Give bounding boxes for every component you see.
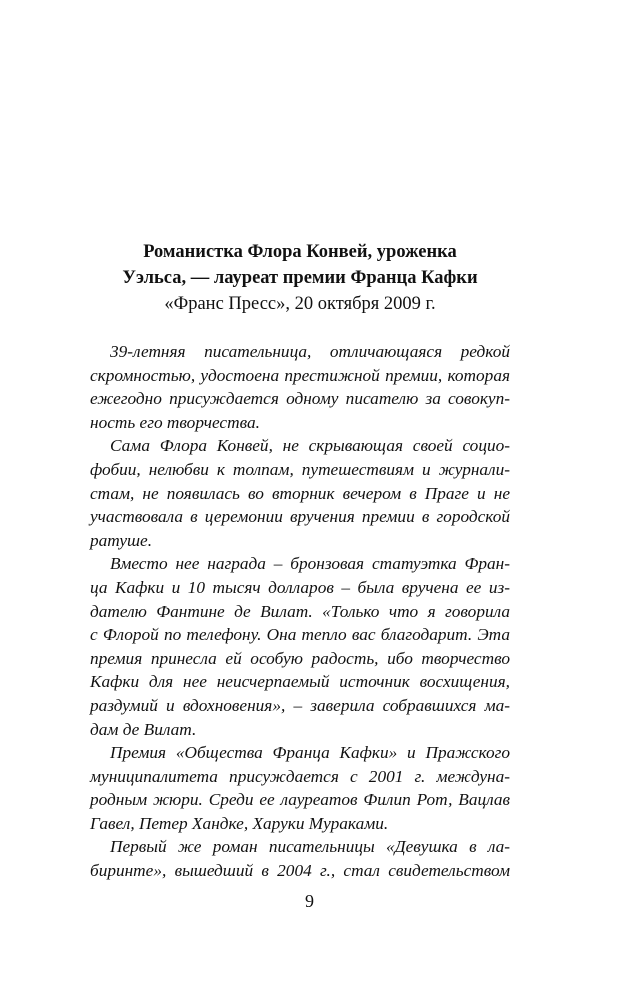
paragraph-line: ежегодно присуждается одному писателю за совокуп- — [90, 389, 510, 409]
paragraph-line: Первый же роман писательницы «Девушка в ла- — [110, 837, 510, 857]
paragraph-line: фобии, нелюбви к толпам, путешествиям и журнали- — [90, 459, 510, 479]
paragraph-line: Сама Флора Конвей, не скрывающая своей социо- — [110, 436, 510, 456]
paragraph-line: раздумий и вдохновения», – заверила собравшихся ма- — [90, 695, 510, 715]
paragraph-line: дам де Вилат. — [90, 719, 197, 739]
paragraph — [90, 434, 510, 552]
paragraph — [90, 741, 510, 835]
paragraph-line: родным жюри. Среди ее лауреатов Филип Рот, Вацлав — [90, 790, 510, 810]
paragraph-line: с Флорой по телефону. Она тепло вас благодарит. Эта — [90, 625, 510, 645]
paragraph-line: Премия «Общества Франца Кафки» и Пражского — [110, 743, 510, 763]
paragraph-line: участвовала в церемонии вручения премии в городской — [90, 507, 510, 527]
heading-title-line-2: Уэльса, — лауреат премии Франца Кафки — [122, 268, 478, 288]
paragraph-line: дателю Фантине де Вилат. «Только что я говорила — [90, 601, 510, 621]
paragraph-line: премия принесла ей особую радость, ибо творчество — [90, 648, 510, 668]
paragraph-line: ность его творчества. — [90, 412, 260, 432]
heading-source: «Франс Пресс», 20 октября 2009 г. — [164, 294, 436, 314]
paragraph-line: стам, не появилась во вторник вечером в Праге и не — [90, 483, 510, 503]
paragraph-line: 39-летняя писательница, отличающаяся редкой — [110, 342, 510, 361]
paragraph-line: муниципалитета присуждается с 2001 г. междуна- — [90, 766, 510, 786]
paragraph-line: биринте», вышедший в 2004 г., стал свидетельством — [90, 861, 510, 881]
paragraph — [90, 340, 510, 434]
paragraph-line: Гавел, Петер Хандке, Харуки Мураками. — [90, 813, 389, 833]
paragraph-line: Кафки для нее неисчерпаемый источник восхищения, — [90, 672, 510, 692]
paragraph-line: Вместо нее награда – бронзовая статуэтка Фран- — [110, 554, 510, 574]
paragraph-line: скромностью, удостоена престижной премии, которая — [90, 365, 510, 385]
paragraph — [90, 552, 510, 741]
article-body — [90, 340, 510, 883]
heading-title-line-1: Романистка Флора Конвей, уроженка — [143, 242, 457, 262]
article-heading — [90, 239, 510, 317]
paragraph-line: ратуше. — [90, 530, 153, 550]
paragraph-line: ца Кафки и 10 тысяч долларов – была вручена ее из- — [90, 577, 510, 597]
paragraph — [90, 835, 510, 882]
page-number: 9 — [305, 891, 314, 911]
